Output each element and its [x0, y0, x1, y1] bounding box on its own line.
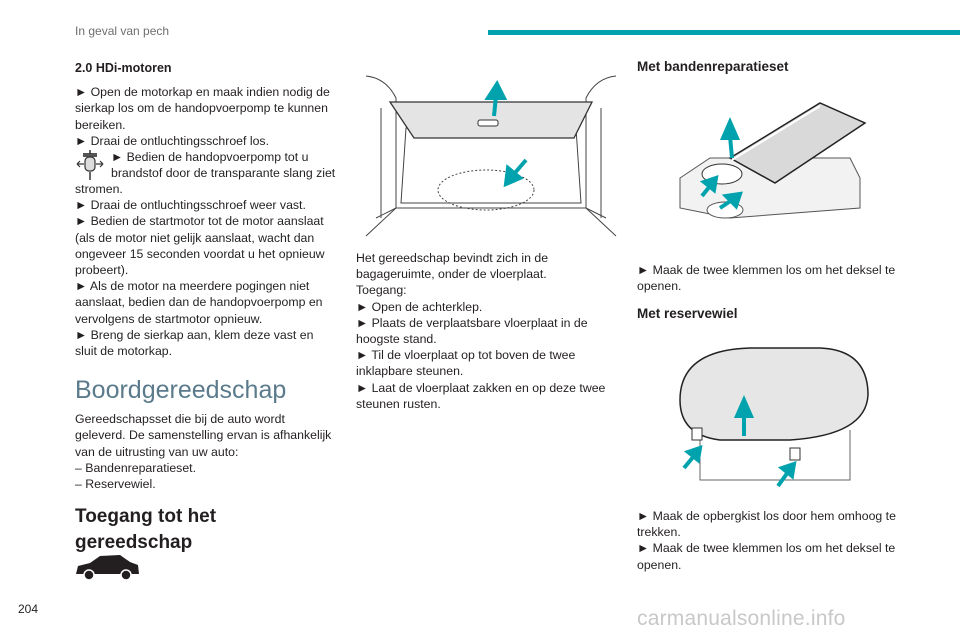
tools-intro: Gereedschapsset die bij de auto wordt geleverd. De samenstelling ervan is afhankelijk van de uitrusting van uw auto:: [75, 412, 332, 459]
kit-step: [637, 262, 899, 294]
hdi-step-2: ► Draai de ontluchtingsschroef los.: [75, 133, 269, 148]
trunk-line-2: Toegang:: [356, 283, 407, 298]
hdi-step-3: ► Draai de ontluchtingsschroef weer vast.: [75, 198, 306, 213]
access-title-1: Toegang tot het: [75, 506, 217, 528]
car-silhouette-icon: [72, 552, 142, 582]
trunk-line-4: ► Plaats de verplaatsbare vloerplaat in de hoogste stand.: [356, 315, 588, 347]
pump-step-line-3: stromen.: [75, 182, 123, 197]
page-number: 204: [18, 602, 39, 616]
hdi-step-4: ► Bedien de startmotor tot de motor aanslaat (als de motor niet gelijk aanslaat, wacht dan ongeveer 15 seconden voordat u het opnieuw probeert).: [75, 214, 325, 278]
watermark: carmanualsonline.info: [637, 607, 846, 630]
kit-title: Met bandenreparatieset: [637, 59, 789, 74]
trunk-floor-illustration: [356, 68, 626, 243]
header-accent-bar: [488, 30, 960, 35]
hdi-step-6: ► Breng de sierkap aan, klem deze vast en sluit de motorkap.: [75, 327, 314, 359]
column-2: [356, 250, 606, 412]
pump-step-line-1: ► Bedien de handopvoerpomp tot u: [111, 150, 309, 165]
column-1: [75, 60, 337, 556]
access-title-2: gereedschap: [75, 532, 193, 554]
spare-wheel-box-illustration: [670, 340, 870, 490]
trunk-line-3: ► Open de achterklep.: [356, 299, 483, 314]
trunk-line-5: ► Til de vloerplaat op tot boven de twee inklapbare steunen.: [356, 348, 576, 379]
tools-item-1: – Bandenreparatieset.: [75, 460, 197, 475]
spare-steps: [637, 508, 899, 573]
tools-title: Boordgereedschap: [75, 376, 287, 405]
trunk-line-1: Het gereedschap bevindt zich in de bagageruimte, onder de vloerplaat.: [356, 251, 549, 282]
pump-step: [75, 149, 337, 181]
hdi-title: 2.0 HDi-motoren: [75, 61, 172, 75]
spare-step-2: ► Maak de twee klemmen los om het deksel te openen.: [637, 541, 896, 572]
trunk-line-6: ► Laat de vloerplaat zakken en op deze twee steunen rusten.: [356, 380, 606, 411]
pump-step-line-2: brandstof door de transparante slang ziet: [111, 166, 336, 181]
spare-step-1: ► Maak de opbergkist los door hem omhoog te trekken.: [637, 509, 896, 540]
kit-step-text: ► Maak de twee klemmen los om het deksel te openen.: [637, 263, 896, 294]
hdi-step-1: ► Open de motorkap en maak indien nodig de sierkap los om de handopvoerpomp te kunnen bereiken.: [75, 85, 330, 132]
tools-item-2: – Reservewiel.: [75, 477, 156, 492]
hdi-step-5: ► Als de motor na meerdere pogingen niet aanslaat, bedien dan de handopvoerpomp en vervolgens de startmotor opnieuw.: [75, 279, 323, 326]
running-head: In geval van pech: [75, 24, 170, 38]
spare-title: Met reservewiel: [637, 306, 738, 321]
repair-kit-illustration: [670, 98, 870, 228]
hand-pump-icon: [75, 150, 105, 180]
